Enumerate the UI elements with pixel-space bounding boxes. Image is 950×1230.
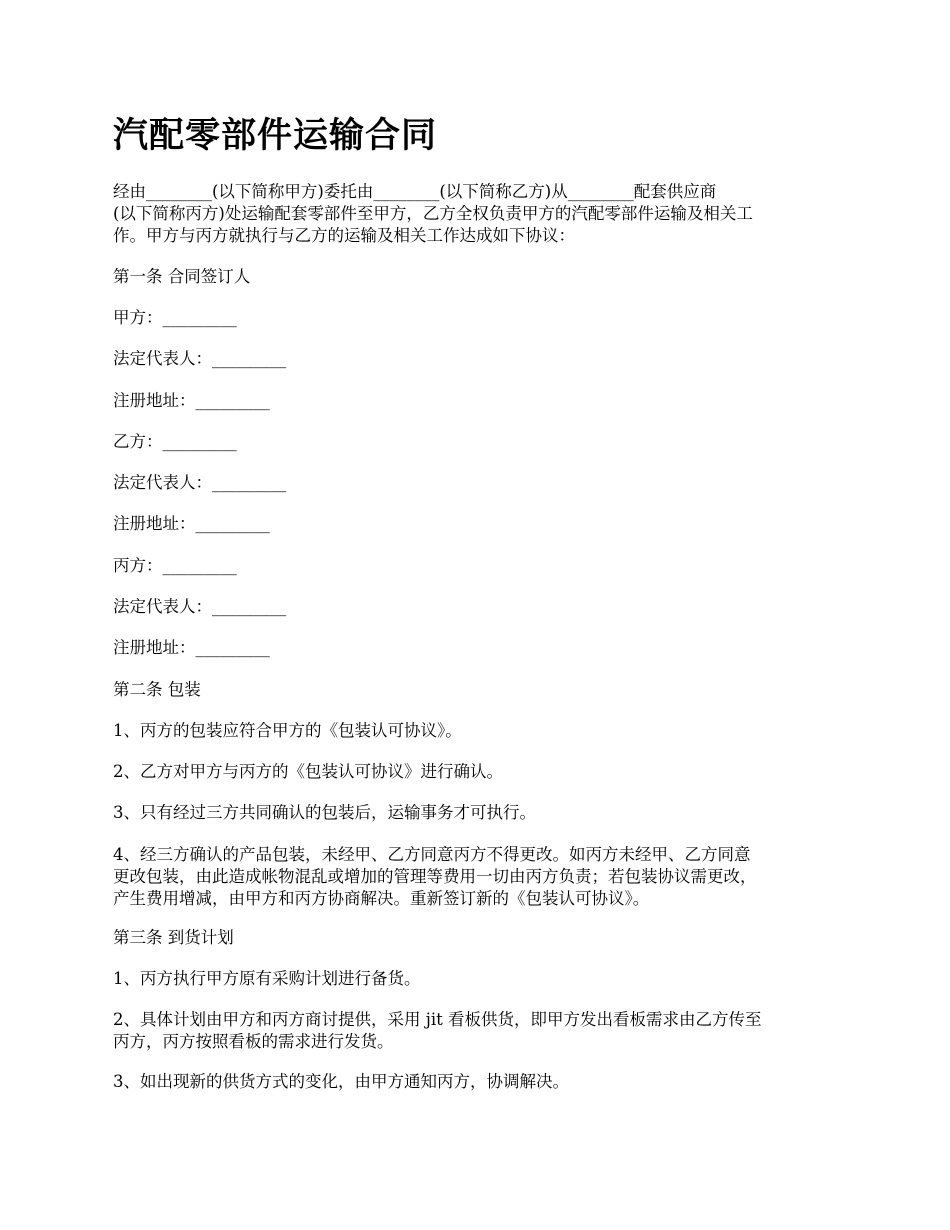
article2-item: 3、只有经过三方共同确认的包装后，运输事务才可执行。	[113, 803, 536, 822]
party-a-rep-field: 法定代表人：_________	[113, 349, 287, 368]
article2-heading: 第二条 包装	[113, 680, 201, 699]
party-c-address-field: 注册地址：_________	[113, 638, 270, 657]
article2-item-4	[113, 844, 835, 910]
paragraph-line: 4、经三方确认的产品包装，未经甲、乙方同意丙方不得更改。如丙方未经甲、乙方同意	[113, 845, 751, 864]
paragraph-line: 更改包装，由此造成帐物混乱或增加的管理等费用一切由丙方负责；若包装协议需更改，	[113, 867, 757, 886]
article1-heading: 第一条 合同签订人	[113, 267, 251, 286]
party-a-field: 甲方：_________	[113, 308, 237, 327]
intro-line: 作。甲方与丙方就执行与乙方的运输及相关工作达成如下协议：	[113, 226, 575, 245]
paragraph-line: 丙方，丙方按照看板的需求进行发货。	[113, 1032, 394, 1051]
paragraph-line: 产生费用增减，由甲方和丙方协商解决。重新签订新的《包装认可协议》。	[113, 889, 650, 908]
party-c-rep-field: 法定代表人：_________	[113, 597, 287, 616]
article3-item: 1、丙方执行甲方原有采购计划进行备货。	[113, 969, 421, 988]
intro-paragraph	[113, 181, 835, 247]
document-title: 汽配零部件运输合同	[113, 115, 438, 156]
article2-item: 2、乙方对甲方与丙方的《包装认可协议》进行确认。	[113, 762, 503, 781]
article3-heading: 第三条 到货计划	[113, 928, 234, 947]
paragraph-line: 2、具体计划由甲方和丙方商讨提供，采用 jit 看板供货，即甲方发出看板需求由乙方传至	[113, 1010, 762, 1029]
article3-item: 3、如出现新的供货方式的变化，由甲方通知丙方，协调解决。	[113, 1072, 569, 1091]
article2-item: 1、丙方的包装应符合甲方的《包装认可协议》。	[113, 721, 462, 740]
party-b-field: 乙方：_________	[113, 432, 237, 451]
article3-item-2	[113, 1009, 835, 1053]
party-a-address-field: 注册地址：_________	[113, 391, 270, 410]
party-b-rep-field: 法定代表人：_________	[113, 473, 287, 492]
party-c-field: 丙方：_________	[113, 556, 237, 575]
intro-line: 经由________(以下简称甲方)委托由________(以下简称乙方)从________配套供应商	[113, 182, 717, 201]
intro-line: (以下简称丙方)处运输配套零部件至甲方，乙方全权负责甲方的汽配零部件运输及相关工	[113, 204, 753, 223]
party-b-address-field: 注册地址：_________	[113, 514, 270, 533]
